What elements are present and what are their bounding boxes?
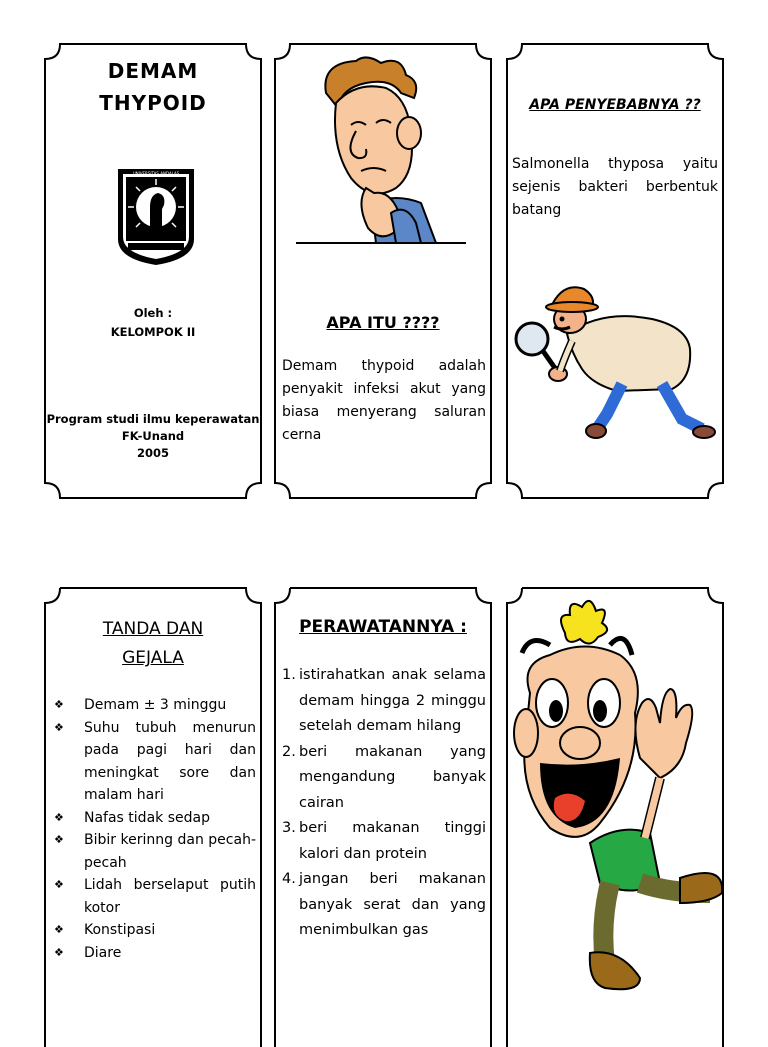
list-item: ❖ Lidah berselaput putih kotor [52, 874, 256, 919]
list-item: ❖ Nafas tidak sedap [52, 807, 256, 830]
cartoon-panel [506, 587, 724, 1047]
care-heading: PERAWATANNYA : [299, 617, 467, 637]
detective-illustration [512, 279, 718, 439]
symptoms-panel [44, 587, 262, 1047]
thinking-man-illustration [296, 53, 466, 278]
list-item: ❖ Demam ± 3 minggu [52, 694, 256, 717]
cover-panel [44, 43, 262, 499]
care-list [282, 663, 486, 944]
cause-text: Salmonella thyposa yaitu sejenis bakteri berbentuk batang [512, 156, 718, 218]
university-logo [114, 165, 198, 267]
definition-heading: APA ITU ???? [326, 313, 440, 332]
list-item: 3. beri makanan tinggi kalori dan protein [282, 820, 486, 862]
bullet-icon: ❖ [54, 810, 64, 824]
cause-panel [506, 43, 724, 499]
definition-text: Demam thypoid adalah penyakit infeksi akut yang biasa menyerang saluran cerna [282, 358, 486, 443]
list-item: ❖ Konstipasi [52, 919, 256, 942]
year: 2005 [136, 446, 169, 460]
care-panel [274, 587, 492, 1047]
definition-panel [274, 43, 492, 499]
bullet-icon: ❖ [54, 720, 64, 734]
bullet-icon: ❖ [54, 833, 64, 846]
list-item: 4. jangan beri makanan banyak serat dan yang menimbulkan gas [282, 871, 486, 938]
list-item: 1. istirahatkan anak selama demam hingga 2 minggu setelah demam hilang [282, 667, 486, 734]
author-block [44, 305, 262, 341]
institution-block [44, 411, 262, 462]
program-name: Program studi ilmu keperawatan [46, 412, 260, 426]
bullet-icon: ❖ [54, 923, 64, 936]
happy-cartoon-illustration [510, 593, 724, 1009]
bullet-icon: ❖ [54, 945, 64, 959]
list-item: ❖ Diare [52, 942, 256, 965]
list-item: ❖ Suhu tubuh menurun pada pagi hari dan meningkat sore dan malam hari [52, 717, 256, 807]
svg-text:UNIVERSITAS ANDALAS: UNIVERSITAS ANDALAS [132, 171, 180, 176]
bullet-icon: ❖ [54, 878, 64, 891]
cause-heading: APA PENYEBABNYA ?? [529, 97, 701, 113]
by-label: Oleh : [133, 306, 173, 320]
cover-title: DEMAM THYPOID [99, 59, 207, 115]
symptoms-list [52, 694, 256, 964]
list-item: ❖ Bibir kerinng dan pecah-pecah [52, 829, 256, 874]
faculty-name: FK-Unand [121, 429, 185, 443]
list-item: 2. beri makanan yang mengandung banyak cairan [282, 743, 486, 811]
symptoms-heading: TANDA DAN GEJALA [102, 619, 204, 668]
bullet-icon: ❖ [54, 698, 64, 711]
group-name: KELOMPOK II [110, 325, 196, 339]
